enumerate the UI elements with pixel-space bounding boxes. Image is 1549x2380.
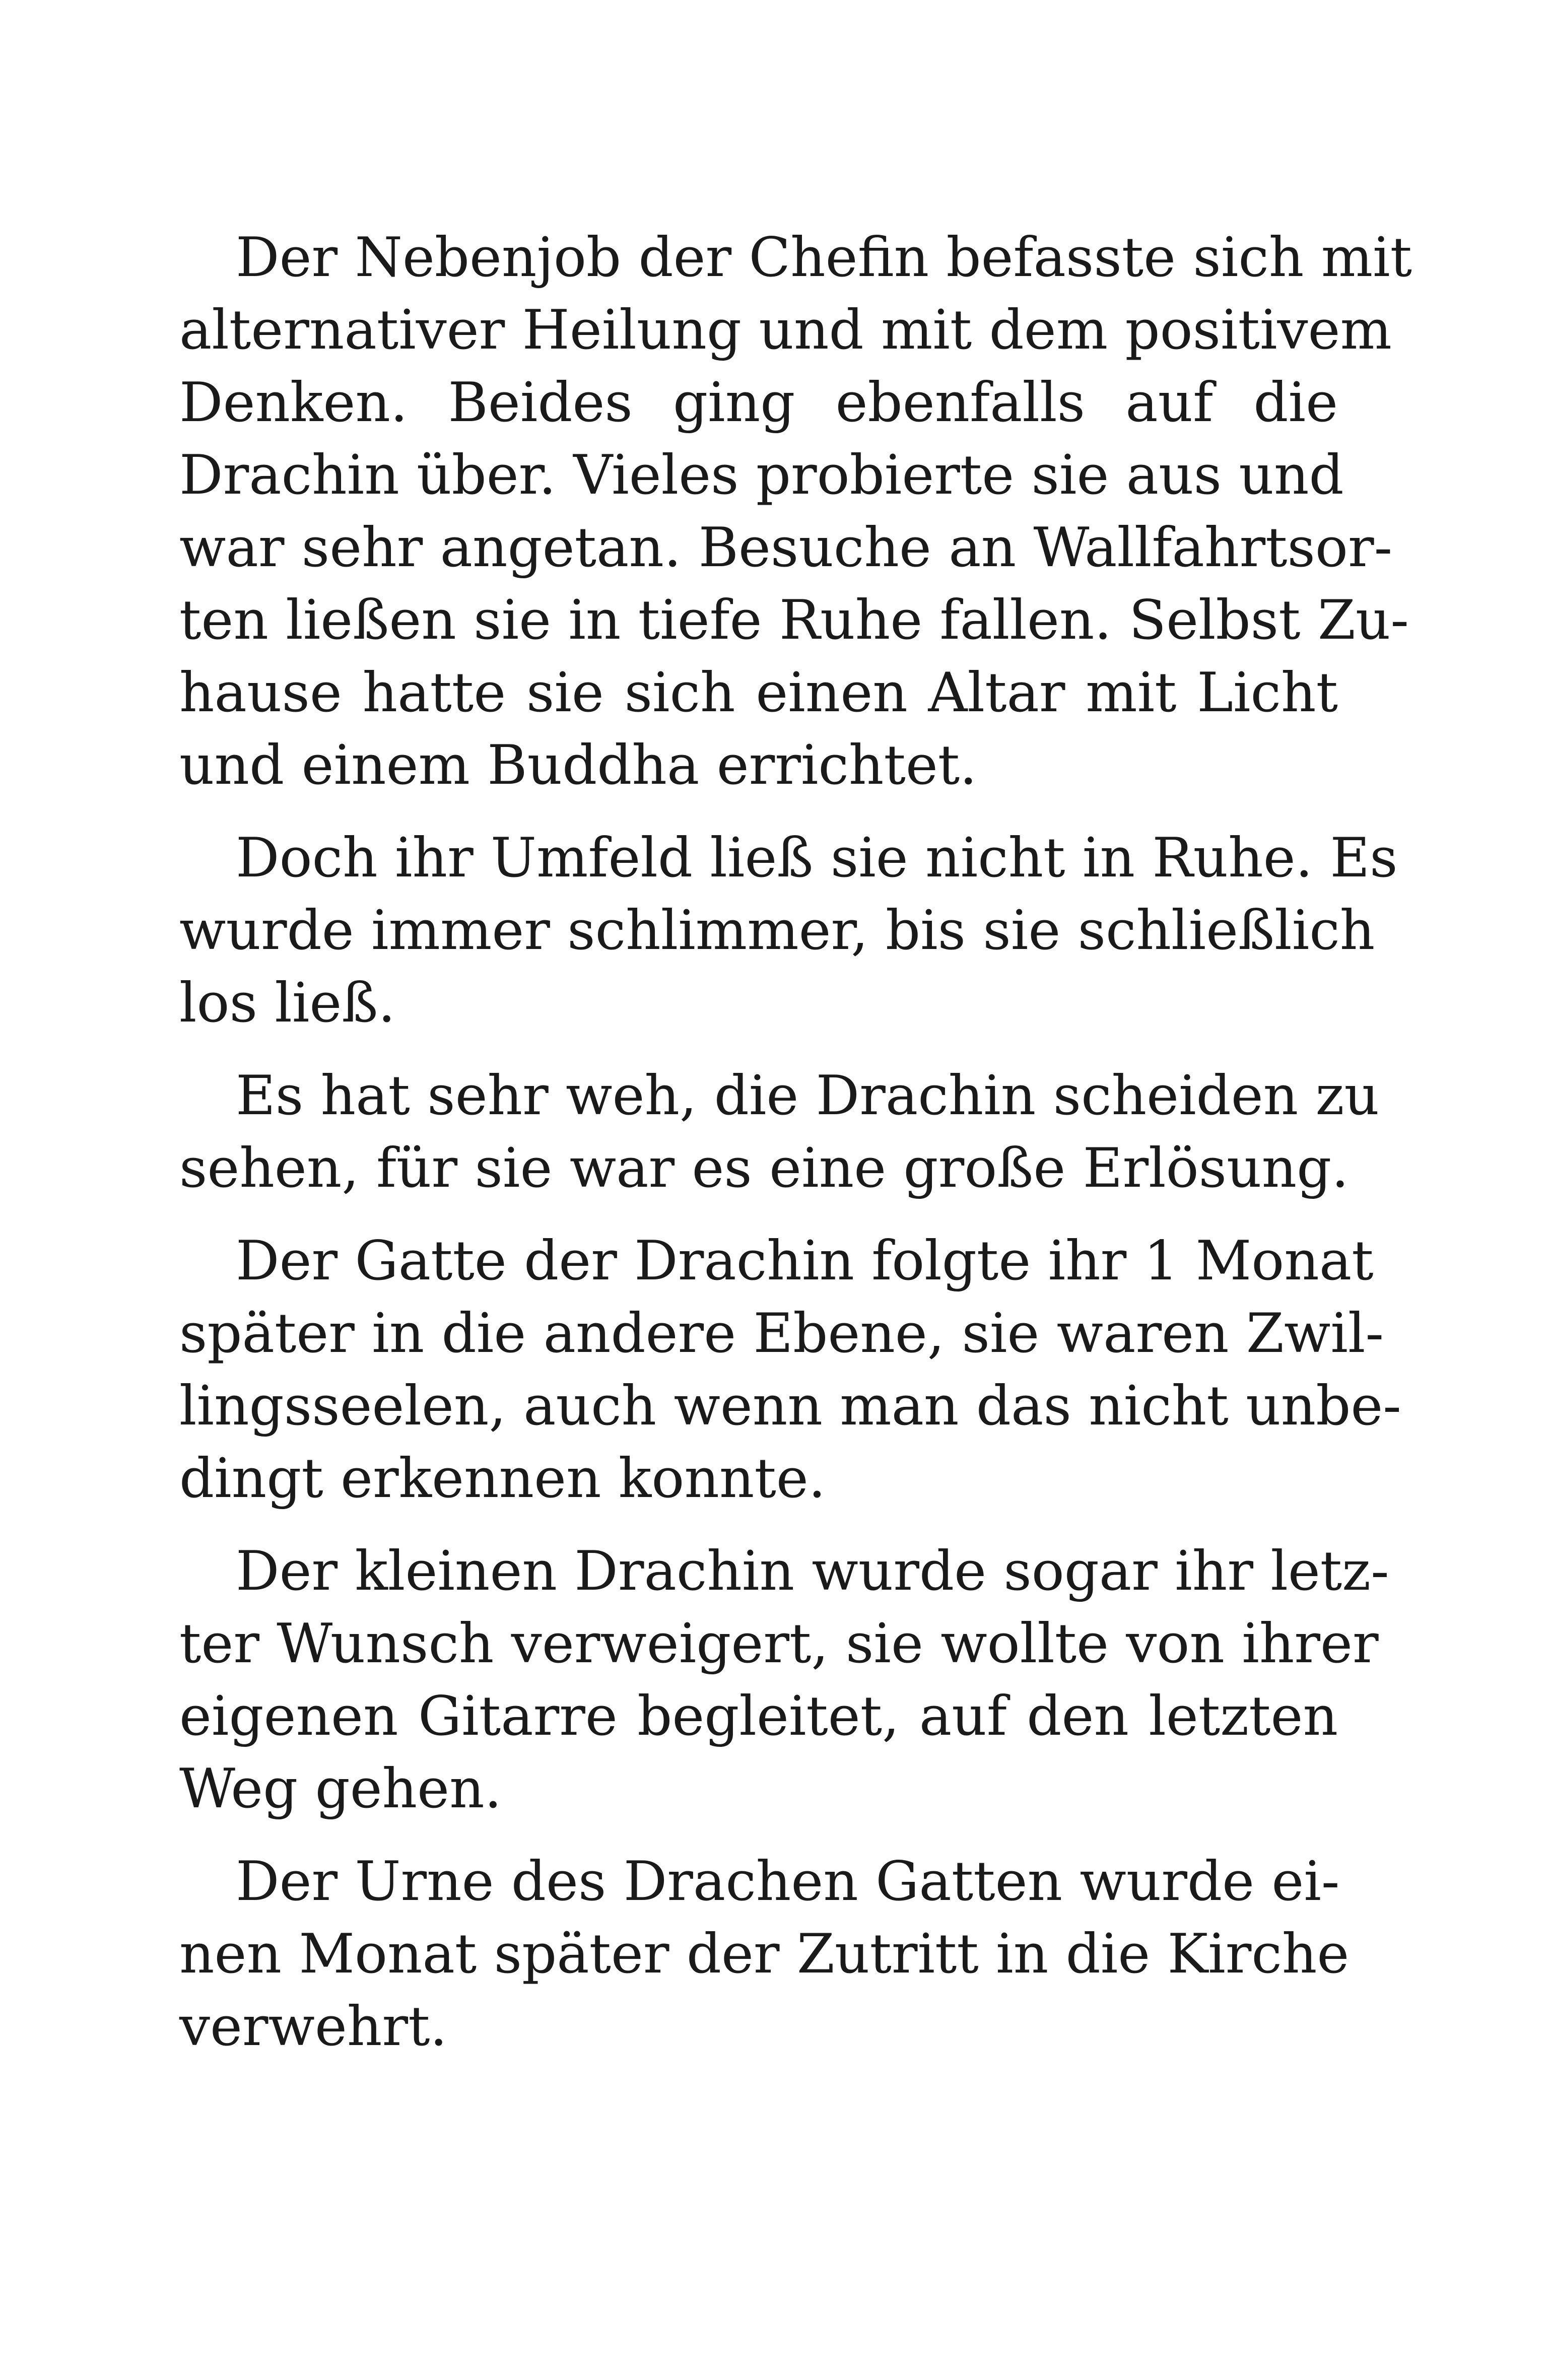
paragraph-line: ter Wunsch verweigert, sie wollte von ihrer — [179, 1612, 1379, 1675]
paragraph-3 — [179, 1060, 1380, 1205]
paragraph-line: Der Urne des Drachen Gatten wurde ei- — [236, 1850, 1340, 1913]
paragraph-5 — [179, 1535, 1389, 1825]
paragraph-6 — [179, 1846, 1350, 2063]
paragraph-spacer — [179, 1040, 1338, 1060]
paragraph-line: lingsseelen, auch wenn man das nicht unbe- — [179, 1375, 1401, 1438]
paragraph-spacer — [179, 1515, 1338, 1535]
paragraph-line: dingt erkennen konnte. — [179, 1447, 826, 1510]
paragraph-spacer — [179, 1205, 1338, 1225]
paragraph-line: alternativer Heilung und mit dem positivem — [179, 299, 1392, 362]
paragraph-line: los ließ. — [179, 972, 395, 1035]
paragraph-spacer — [179, 1825, 1338, 1846]
paragraph-line: Der Gatte der Drachin folgte ihr 1 Monat — [236, 1230, 1374, 1293]
paragraph-line: war sehr angetan. Besuche an Wallfahrtsor- — [179, 516, 1393, 579]
paragraph-line: Es hat sehr weh, die Drachin scheiden zu — [236, 1064, 1380, 1127]
paragraph-line: später in die andere Ebene, sie waren Zwil- — [179, 1302, 1384, 1365]
body-text — [179, 222, 1412, 2063]
paragraph-line: wurde immer schlimmer, bis sie schließlich — [179, 899, 1375, 962]
paragraph-2 — [179, 822, 1398, 1040]
paragraph-line: Der Nebenjob der Chefin befasste sich mit — [236, 226, 1412, 289]
paragraph-4 — [179, 1225, 1401, 1515]
paragraph-line: Drachin über. Vieles probierte sie aus und — [179, 444, 1344, 507]
paragraph-line: eigenen Gitarre begleitet, auf den letzten — [179, 1685, 1338, 1748]
paragraph-line: verwehrt. — [179, 1995, 447, 2058]
paragraph-spacer — [179, 802, 1338, 822]
paragraph-line: ten ließen sie in tiefe Ruhe fallen. Selbst Zu- — [179, 589, 1409, 652]
paragraph-line: und einem Buddha errichtet. — [179, 734, 977, 797]
paragraph-line: Der kleinen Drachin wurde sogar ihr letz- — [236, 1540, 1389, 1603]
paragraph-line: Denken. Beides ging ebenfalls auf die — [179, 371, 1338, 434]
paragraph-line: Doch ihr Umfeld ließ sie nicht in Ruhe. Es — [236, 827, 1398, 890]
paragraph-line: hause hatte sie sich einen Altar mit Licht — [179, 661, 1338, 724]
paragraph-1 — [179, 222, 1412, 802]
paragraph-line: nen Monat später der Zutritt in die Kirche — [179, 1923, 1350, 1986]
paragraph-line: Weg gehen. — [179, 1757, 502, 1820]
paragraph-line: sehen, für sie war es eine große Erlösung. — [179, 1137, 1349, 1200]
